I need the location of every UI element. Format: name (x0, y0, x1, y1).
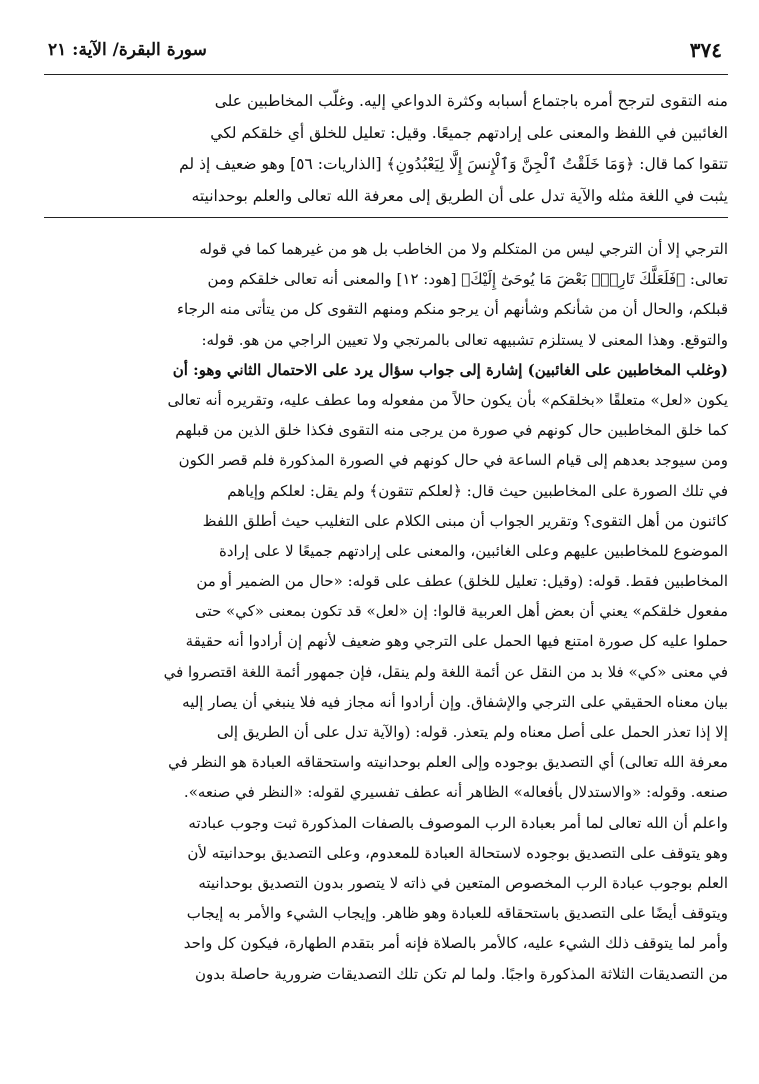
commentary-line: معرفة الله تعالى) أي التصديق بوجوده وإلى العلم بوحدانيته واستحقاقه العبادة هو النظر في (168, 753, 728, 772)
commentary-line: ويتوقف أيضًا على التصديق باستحقاقه للعبادة وهو ظاهر. وإيجاب الشيء والأمر به إيجاب (186, 904, 728, 923)
commentary-line: تعالى: ﴿فَلَعَلَّكَ تَارِكٌۢ بَعْضَ مَا يُوحَىٰٓ إِلَيْكَ﴾ [هود: ١٢] والمعنى أنه تعالى خلقكم ومن (207, 270, 728, 289)
commentary-line: في معنى «كي» فلا بد من النقل عن أئمة اللغة ولم ينقل، فإن جمهور أئمة اللغة اقتصروا في (163, 662, 728, 681)
page-header (44, 34, 728, 66)
commentary-line: كائنون من أهل التقوى؟ وتقرير الجواب أن مبنى الكلام على التغليب حيث أطلق اللفظ (202, 511, 728, 530)
running-head: سورة البقرة/ الآية: ٢١ (48, 40, 207, 60)
commentary-line: الترجي إلا أن الترجي ليس من المتكلم ولا من الخاطب بل هو من غيرهما كما في قوله (199, 240, 728, 258)
commentary-line: يكون «لعل» متعلقًا «بخلقكم» بأن يكون حالاً من مفعوله وما عطف عليه، وتقريره أنه تعالى (167, 390, 728, 409)
footnote-divider (44, 217, 728, 218)
commentary-line: كما خلق المخاطبين حال كونهم في صورة من يرجى منه التقوى فكذا خلق الذين من قبلهم (175, 421, 728, 440)
commentary-line: العلم بوجوب عبادة الرب المخصوص المتعين في ذاته لا يتصور بدون التصديق بوحدانيته (198, 873, 728, 892)
commentary-line: صنعه. وقوله: «والاستدلال بأفعاله» الظاهر أنه عطف تفسيري لقوله: «النظر في صنعه». (183, 783, 728, 802)
commentary-line: وأمر لما يتوقف ذلك الشيء عليه، كالأمر بالصلاة فإنه أمر بتقدم الطهارة، فيكون كل واحد (183, 934, 728, 953)
header-rule (44, 74, 728, 75)
commentary-line: مفعول خلقكم» يعني أن بعض أهل العربية قالوا: إن «لعل» قد تكون بمعنى «كي» حتى (194, 602, 728, 621)
book-page (44, 34, 728, 1064)
commentary-line: في تلك الصورة على المخاطبين حيث قال: ﴿لعلكم تتقون﴾ ولم يقل: لعلكم وإياهم (227, 481, 728, 500)
commentary-line: الموضوع للمخاطبين عليهم وعلى الغائبين، والمعنى على إرادتهم جميعًا لا على إرادة (219, 541, 728, 560)
commentary-line: واعلم أن الله تعالى لما أمر بعبادة الرب الموصوف بالصفات المذكورة ثبت وجوب عبادته (188, 813, 728, 832)
main-text-line: تتقوا كما قال: ﴿وَمَا خَلَقْتُ ٱلْجِنَّ وَٱلْإِنسَ إِلَّا لِيَعْبُدُونِ﴾ [الذاريات: ٥٦] وهو ضعيف إذ لم (179, 155, 728, 173)
main-text-line: الغائبين في اللفظ والمعنى على إرادتهم جميعًا. وقيل: تعليل للخلق أي خلقكم لكي (210, 123, 728, 142)
commentary-line: وهو يتوقف على التصديق بوجوده لاستحالة العبادة للمعدوم، وعلى التصديق بوحدانيته لأن (187, 843, 728, 862)
commentary-line: من التصديقات الثلاثة المذكورة واجبًا. ولما لم تكن تلك التصديقات ضرورية حاصلة بدون (194, 964, 728, 983)
commentary-line: المخاطبين فقط. قوله: (وقيل: تعليل للخلق) عطف على قوله: «حال من الضمير أو من (196, 572, 728, 591)
commentary-line: إلا إذا تعذر الحمل على أصل معناه ولم يتعذر. قوله: (والآية تدل على أن الطريق إلى (216, 723, 728, 741)
commentary-line: حملوا عليه كل صورة امتنع فيها الحمل على الترجي وهو ضعيف لأنهم إن أرادوا أنه حقيقة (185, 632, 728, 651)
commentary-line: ومن سيوجد بعدهم إلى قيام الساعة في حال كونهم في الصورة المذكورة فلم قصر الكون (178, 451, 728, 470)
commentary-line: والتوقع. وهذا المعنى لا يستلزم تشبيهه تعالى بالمرتجي ولا تعيين الراجي من هو. قوله: (201, 330, 728, 349)
commentary-text (44, 234, 728, 989)
commentary-line: (وغلب المخاطبين على الغائبين) إشارة إلى جواب سؤال يرد على الاحتمال الثاني وهو: أن (172, 360, 728, 379)
page-number: ٣٧٤ (689, 38, 722, 62)
main-text (44, 86, 728, 212)
commentary-line: قبلكم، والحال أن من شأنكم وشأنهم أن يرجو منكم ومنهم التقوى كل من يتأتى منه الرجاء (176, 300, 728, 319)
main-text-line: منه التقوى لترجح أمره باجتماع أسبابه وكثرة الدواعي إليه. وغلّب المخاطبين على (214, 92, 728, 110)
commentary-line: بيان معناه الحقيقي على الترجي والإشفاق. وإن أرادوا أنه مجاز فيه فلا ينبغي أن يصار إليه (182, 692, 728, 711)
main-text-line: يثبت في اللغة مثله والآية تدل على أن الطريق إلى معرفة الله تعالى والعلم بوحدانيته (191, 186, 728, 205)
